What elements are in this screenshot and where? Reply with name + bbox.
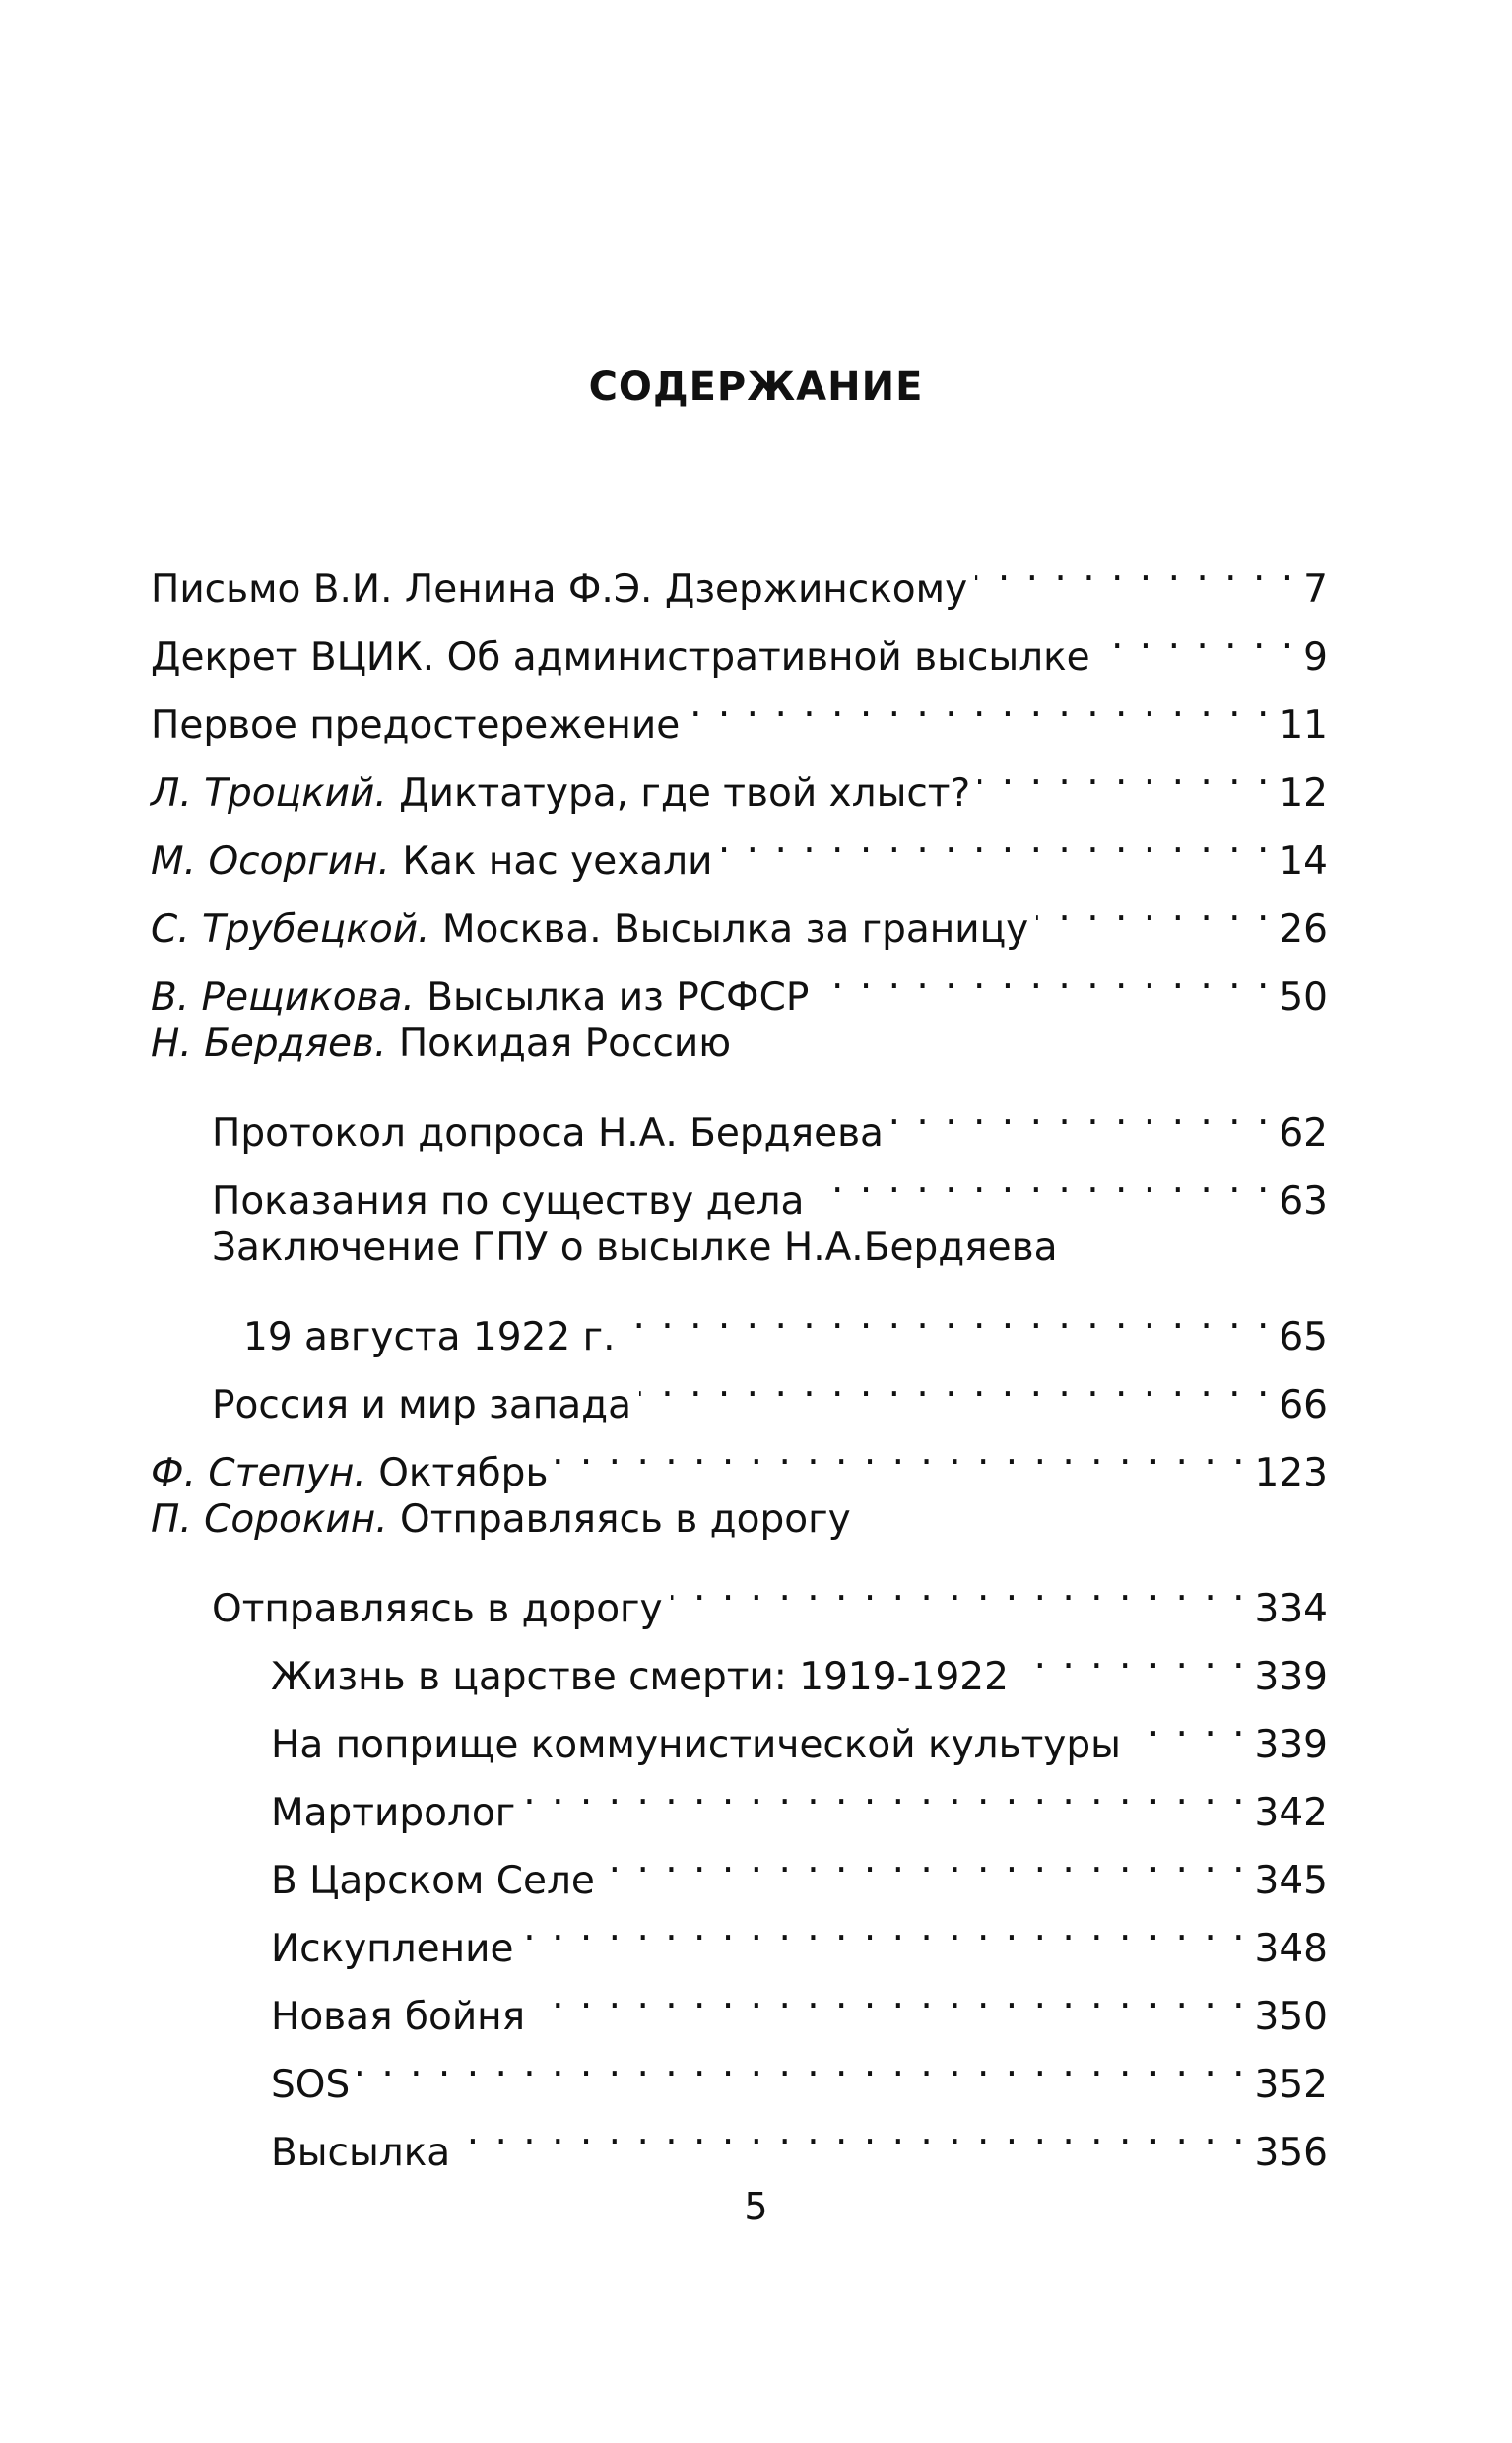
dot-leader <box>817 942 1271 1010</box>
toc-entry-title: Показания по существу дела <box>212 1179 805 1223</box>
toc-entry-page: 339 <box>1254 1723 1328 1767</box>
toc-entry-page: 14 <box>1279 839 1328 884</box>
dot-leader <box>523 1757 1246 1825</box>
dot-leader <box>671 1553 1247 1621</box>
toc-entry-title: Высылка из РСФСР <box>427 975 810 1020</box>
dot-leader <box>603 1825 1247 1893</box>
toc-entry-title: Жизнь в царстве смерти: 1919-1922 <box>271 1655 1009 1699</box>
toc-entry-page: 26 <box>1279 907 1328 952</box>
toc-entry-page: 9 <box>1303 635 1328 680</box>
toc-entry-title: Первое предостережение <box>151 703 681 748</box>
dot-leader <box>1098 602 1296 670</box>
toc-entry-author: П. Сорокин. <box>151 1497 388 1542</box>
toc-entry-title: Диктатура, где твой хлыст? <box>399 771 971 816</box>
toc-entry-title: Отправляясь в дорогу <box>400 1497 851 1542</box>
dot-leader <box>1129 1689 1247 1757</box>
toc-entry-title: Мартиролог <box>271 1791 516 1835</box>
toc-entry-page: 63 <box>1279 1179 1328 1223</box>
toc-entry-title: Искупление <box>271 1927 514 1971</box>
toc-entry-page: 356 <box>1254 2131 1328 2175</box>
dot-leader <box>358 2029 1246 2097</box>
toc-entry-title: Декрет ВЦИК. Об административной высылке <box>151 635 1090 680</box>
toc-entry[interactable] <box>151 534 1328 612</box>
toc-entry-separator <box>390 827 402 895</box>
toc-entry-page: 339 <box>1254 1655 1328 1699</box>
toc-entry-page: 348 <box>1254 1927 1328 1971</box>
toc-entry-title: На поприще коммунистической культуры <box>271 1723 1121 1767</box>
toc-entry-page: 352 <box>1254 2063 1328 2107</box>
toc-entry[interactable] <box>151 1282 1328 1359</box>
dot-leader <box>458 2097 1246 2165</box>
dot-leader <box>1036 874 1271 942</box>
toc-entry[interactable] <box>151 1553 1328 1631</box>
toc-entry-title: Москва. Высылка за границу <box>441 907 1029 952</box>
dot-leader <box>522 1893 1247 1961</box>
toc-entry-separator <box>387 759 399 827</box>
toc-entry-separator <box>386 1010 398 1078</box>
toc-entry-title: Протокол допроса Н.А. Бердяева <box>212 1111 884 1155</box>
toc-entry-page: 345 <box>1254 1859 1328 1903</box>
toc-entry-page: 12 <box>1279 771 1328 816</box>
toc-entry-title: В Царском Селе <box>271 1859 595 1903</box>
toc-entry-separator <box>429 895 441 963</box>
toc-entry-author: В. Рещикова. <box>151 975 415 1020</box>
toc-entry-title: Письмо В.И. Ленина Ф.Э. Дзержинскому <box>151 567 968 612</box>
toc-entry-author: Л. Троцкий. <box>151 771 387 816</box>
toc-entry-page: 342 <box>1254 1791 1328 1835</box>
toc-entry-page: 65 <box>1279 1315 1328 1359</box>
toc-entry[interactable] <box>151 1078 1328 1155</box>
toc-entry-page: 66 <box>1279 1383 1328 1427</box>
toc-entry-page: 11 <box>1279 703 1328 748</box>
toc-entry-title: 19 августа 1922 г. <box>243 1315 616 1359</box>
dot-leader <box>891 1078 1271 1146</box>
dot-leader <box>978 738 1271 806</box>
toc-entry-title: Россия и мир запада <box>212 1383 632 1427</box>
toc-list <box>151 534 1328 2175</box>
toc-entry[interactable] <box>151 1486 1328 1553</box>
page-number: 5 <box>744 2185 768 2228</box>
dot-leader <box>533 1961 1246 2029</box>
dot-leader <box>556 1418 1246 1486</box>
toc-entry-author: Н. Бердяев. <box>151 1022 387 1066</box>
toc-entry-page: 7 <box>1303 567 1328 612</box>
toc-entry-title: Отправляясь в дорогу <box>212 1587 663 1631</box>
toc-entry-title: Заключение ГПУ о высылке Н.А.Бердяева <box>212 1225 1058 1270</box>
toc-entry-author: Ф. Степун. <box>151 1451 366 1495</box>
toc-entry-page: 334 <box>1254 1587 1328 1631</box>
toc-entry-title: Покидая Россию <box>398 1022 732 1066</box>
dot-leader <box>1017 1621 1247 1689</box>
toc-entry-page: 50 <box>1279 975 1328 1020</box>
toc-entry-title: Новая бойня <box>271 1995 526 2039</box>
dot-leader <box>623 1282 1271 1350</box>
toc-entry-page: 123 <box>1254 1451 1328 1495</box>
dot-leader <box>639 1350 1271 1418</box>
toc-entry-title: Октябрь <box>378 1451 549 1495</box>
toc-entry-separator <box>388 1486 400 1553</box>
toc-entry-author: С. Трубецкой. <box>151 907 430 952</box>
toc-entry-author: М. Осоргин. <box>151 839 390 884</box>
toc-entry-title: Высылка <box>271 2131 451 2175</box>
toc-entry-page: 62 <box>1279 1111 1328 1155</box>
toc-entry-page: 350 <box>1254 1995 1328 2039</box>
toc-entry-title: SOS <box>271 2063 351 2107</box>
toc-entry[interactable] <box>151 1214 1328 1282</box>
dot-leader <box>975 534 1295 602</box>
toc-entry-title: Как нас уехали <box>402 839 713 884</box>
toc-title: СОДЕРЖАНИЕ <box>588 364 924 410</box>
dot-leader <box>720 806 1271 874</box>
dot-leader <box>688 670 1271 738</box>
dot-leader <box>812 1146 1271 1214</box>
